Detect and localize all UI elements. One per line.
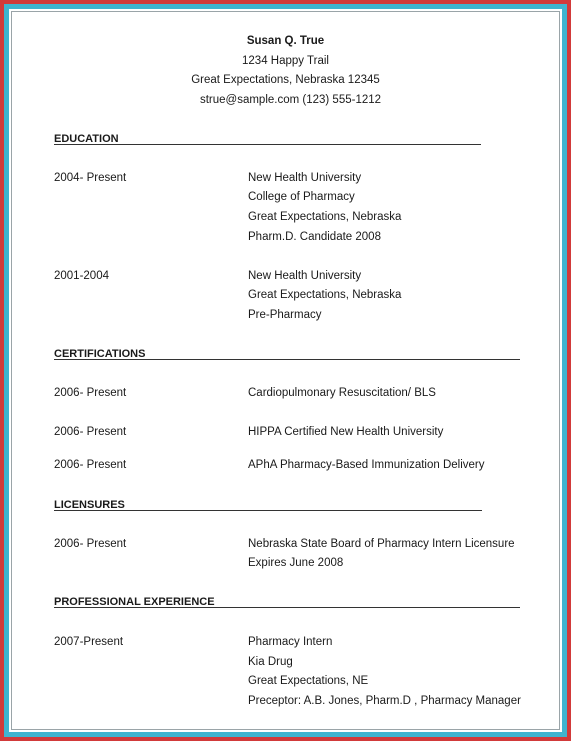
entry-line: New Health University (248, 270, 362, 282)
entry-line: Pharmacy Intern (248, 636, 333, 648)
street-address: 1234 Happy Trail (242, 55, 329, 67)
entry-date: 2004- Present (54, 172, 127, 184)
entry-date: 2006- Present (54, 387, 127, 399)
entry-line: Nebraska State Board of Pharmacy Intern Licensure (248, 538, 515, 550)
entry-date: 2001-2004 (54, 270, 109, 282)
section-rule (54, 144, 481, 145)
entry-line: Great Expectations, NE (248, 675, 369, 687)
section-rule (54, 607, 520, 608)
entry-line: APhA Pharmacy-Based Immunization Delivery (248, 459, 485, 471)
entry-line: Preceptor: A.B. Jones, Pharm.D , Pharmacy Manager (248, 695, 521, 707)
city-state-zip: Great Expectations, Nebraska 12345 (191, 74, 380, 86)
section-rule (54, 359, 520, 360)
contact-info: strue@sample.com (123) 555-1212 (199, 94, 382, 106)
entry-line: Pre-Pharmacy (248, 309, 322, 321)
entry-line: College of Pharmacy (248, 191, 355, 203)
entry-line: Great Expectations, Nebraska (248, 289, 402, 301)
document-page (11, 11, 560, 730)
entry-date: 2006- Present (54, 538, 127, 550)
entry-line: Pharm.D. Candidate 2008 (248, 231, 381, 243)
entry-line: Expires June 2008 (248, 557, 344, 569)
section-heading-education: EDUCATION (54, 133, 119, 145)
entry-line: Cardiopulmonary Resuscitation/ BLS (248, 387, 436, 399)
entry-line: Kia Drug (248, 656, 293, 668)
entry-date: 2006- Present (54, 459, 127, 471)
section-heading-certifications: CERTIFICATIONS (54, 348, 146, 360)
section-heading-professional-experience: PROFESSIONAL EXPERIENCE (54, 596, 215, 608)
entry-line: New Health University (248, 172, 362, 184)
entry-line: HIPPA Certified New Health University (248, 426, 444, 438)
section-heading-licensures: LICENSURES (54, 499, 125, 511)
entry-line: Great Expectations, Nebraska (248, 211, 402, 223)
entry-date: 2006- Present (54, 426, 127, 438)
entry-date: 2007-Present (54, 636, 124, 648)
applicant-name: Susan Q. True (246, 35, 325, 47)
section-rule (54, 510, 482, 511)
